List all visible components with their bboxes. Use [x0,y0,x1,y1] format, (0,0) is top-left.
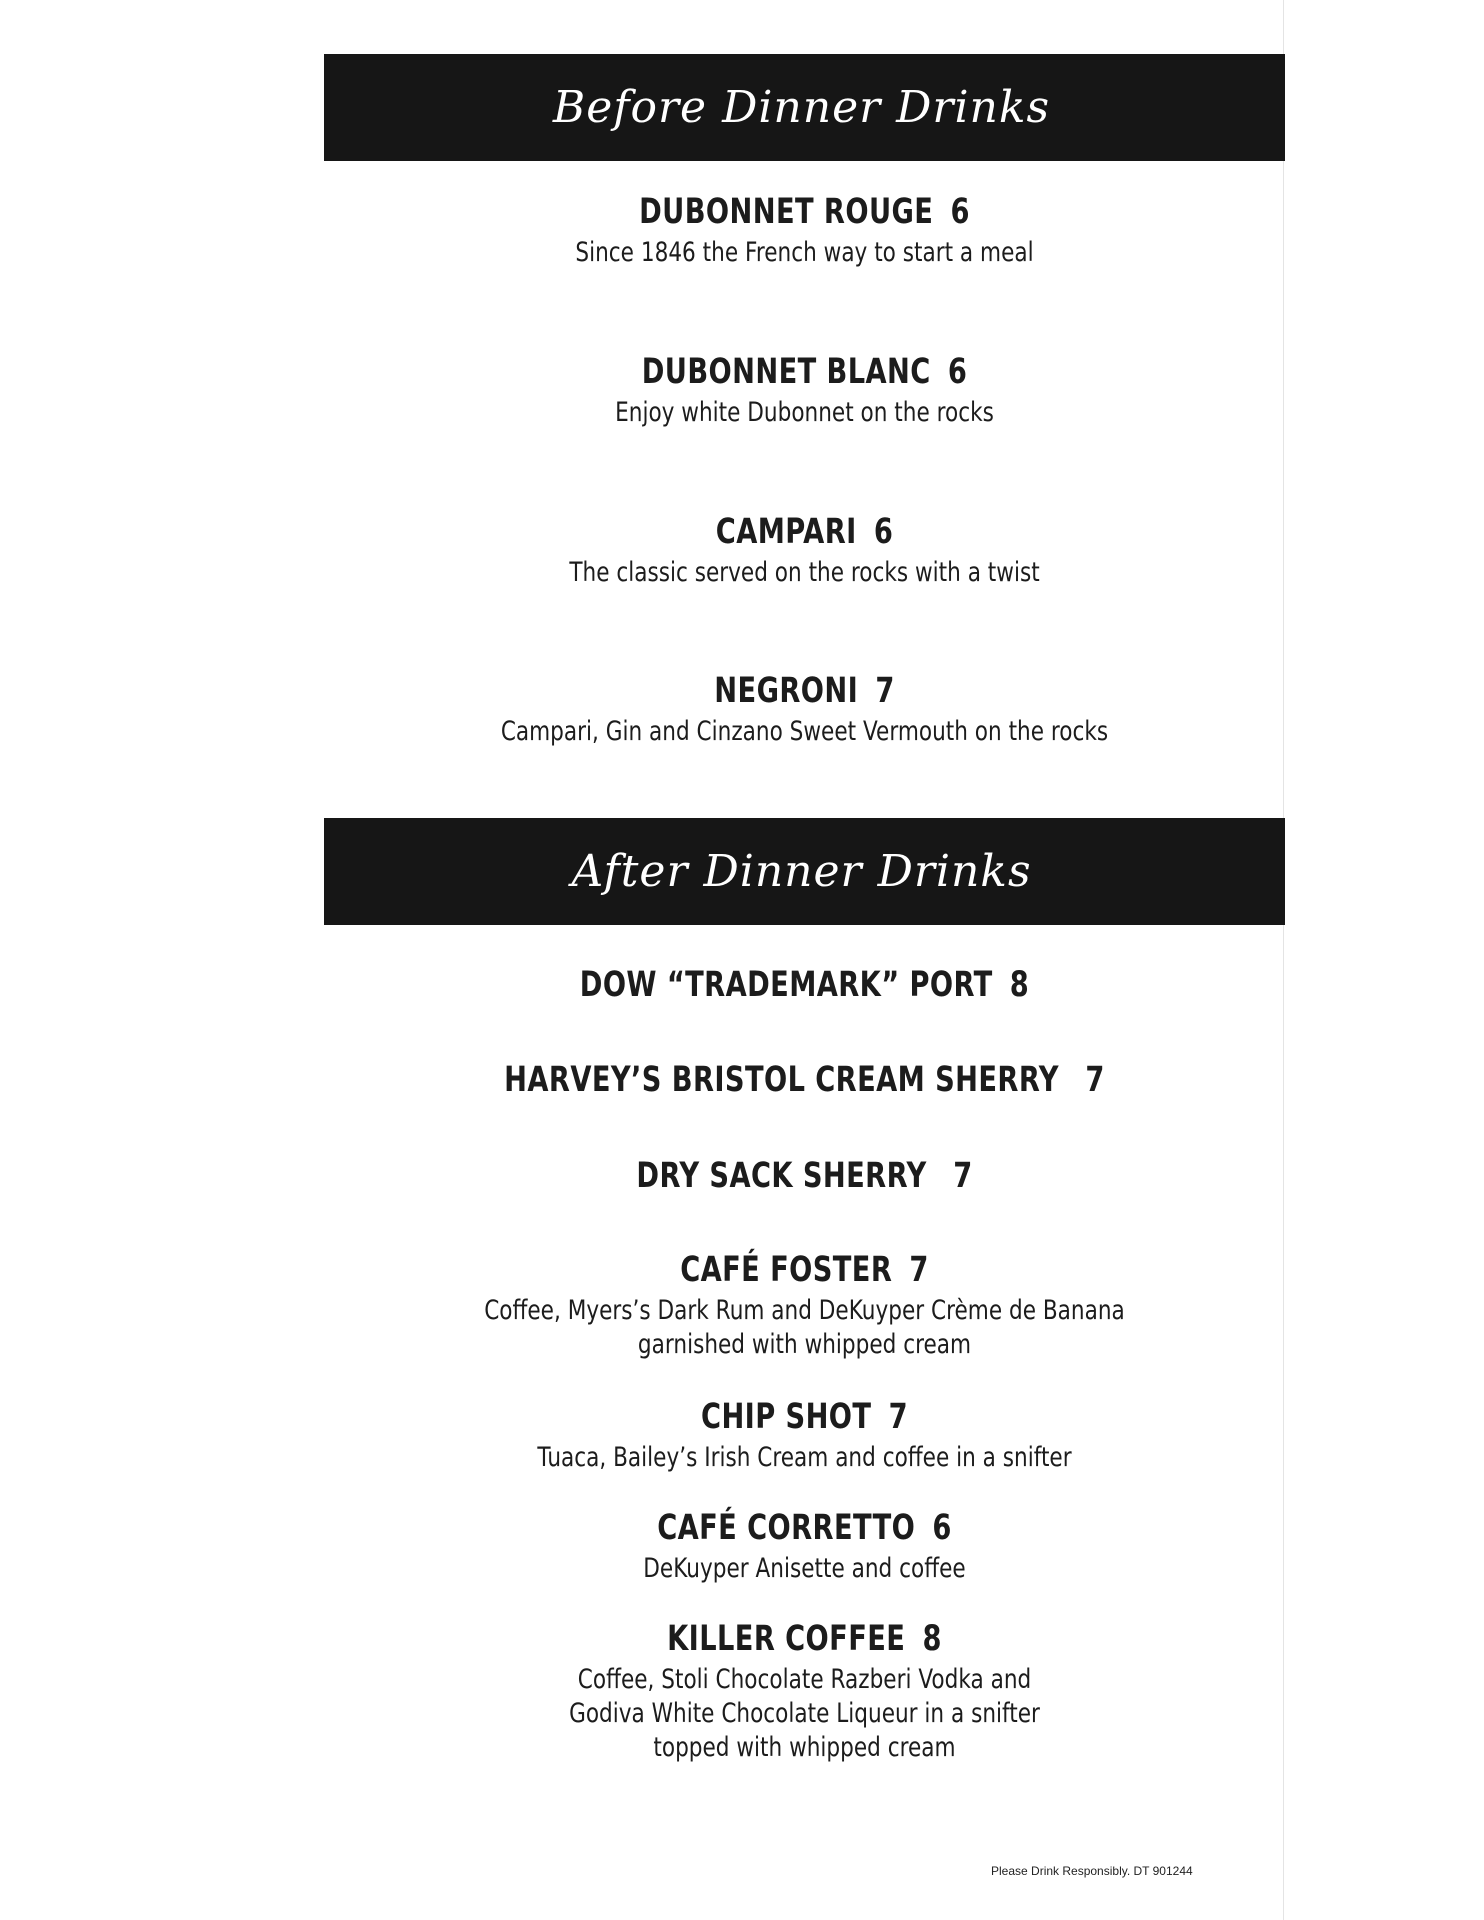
item-name: KILLER COFFEE [667,1619,906,1659]
item-name: CAMPARI [715,512,857,552]
item-description: Tuaca, Bailey’s Irish Cream and coffee in a snifter [537,1442,1072,1473]
item-price: 6 [947,352,968,392]
item-price: 6 [950,192,970,232]
item-price: 6 [932,1508,952,1548]
item-price: 7 [875,671,895,711]
item-price: 6 [873,512,894,552]
item-name: CHIP SHOT [701,1397,872,1437]
menu-item-dubonnet-rouge [324,190,1285,270]
item-price: 7 [909,1250,929,1290]
item-description: Enjoy white Dubonnet on the rocks [615,397,994,428]
item-name: DUBONNET ROUGE [639,192,934,232]
menu-item-cafe-foster [324,1248,1285,1362]
item-description: Since 1846 the French way to start a meal [575,237,1034,268]
item-title [430,190,1180,234]
section-title-before-dinner: Before Dinner Drinks [552,82,1051,133]
menu-item-campari [324,510,1285,590]
menu-item-negroni [324,669,1285,749]
item-price: 7 [1085,1060,1105,1100]
item-title [430,1395,1180,1439]
menu-item-harveys-sherry [324,1058,1285,1102]
item-description: Coffee, Myers’s Dark Rum and DeKuyper Crème de Banana garnished with whipped cream [484,1295,1125,1360]
menu-item-dubonnet-blanc [324,350,1285,430]
section-banner-after-dinner [324,818,1285,925]
menu-item-dow-port [324,963,1285,1007]
item-name: CAFÉ FOSTER [680,1250,893,1290]
item-description: DeKuyper Anisette and coffee [643,1553,966,1584]
item-name: DUBONNET BLANC [641,352,931,392]
item-title [430,1617,1180,1661]
item-title [430,1248,1180,1292]
item-name: HARVEY’S BRISTOL CREAM SHERRY [504,1060,1059,1100]
item-title [430,510,1180,554]
item-description: Coffee, Stoli Chocolate Razberi Vodka and Godiva White Chocolate Liqueur in a snifter topped with whipped cream [569,1664,1040,1763]
item-title [430,350,1180,394]
item-name: CAFÉ CORRETTO [657,1508,916,1548]
item-title [430,1154,1180,1198]
item-title [430,1058,1180,1102]
item-price: 8 [1009,965,1030,1005]
item-description: Campari, Gin and Cinzano Sweet Vermouth on the rocks [500,716,1109,747]
section-title-after-dinner: After Dinner Drinks [571,846,1032,897]
menu-item-killer-coffee [324,1617,1285,1765]
section-banner-before-dinner [324,54,1285,161]
item-title [430,669,1180,713]
item-name: DRY SACK SHERRY [636,1156,927,1196]
item-price: 8 [922,1619,942,1659]
menu-item-cafe-corretto [324,1506,1285,1586]
item-title [430,963,1180,1007]
item-description: The classic served on the rocks with a twist [569,557,1040,588]
item-price: 7 [953,1156,973,1196]
menu-item-dry-sack-sherry [324,1154,1285,1198]
item-name: DOW “TRADEMARK” PORT [579,965,993,1005]
item-title [430,1506,1180,1550]
footer-disclaimer: Please Drink Responsibly. DT 901244 [991,1864,1193,1878]
item-price: 7 [888,1397,908,1437]
item-name: NEGRONI [714,671,859,711]
menu-item-chip-shot [324,1395,1285,1475]
